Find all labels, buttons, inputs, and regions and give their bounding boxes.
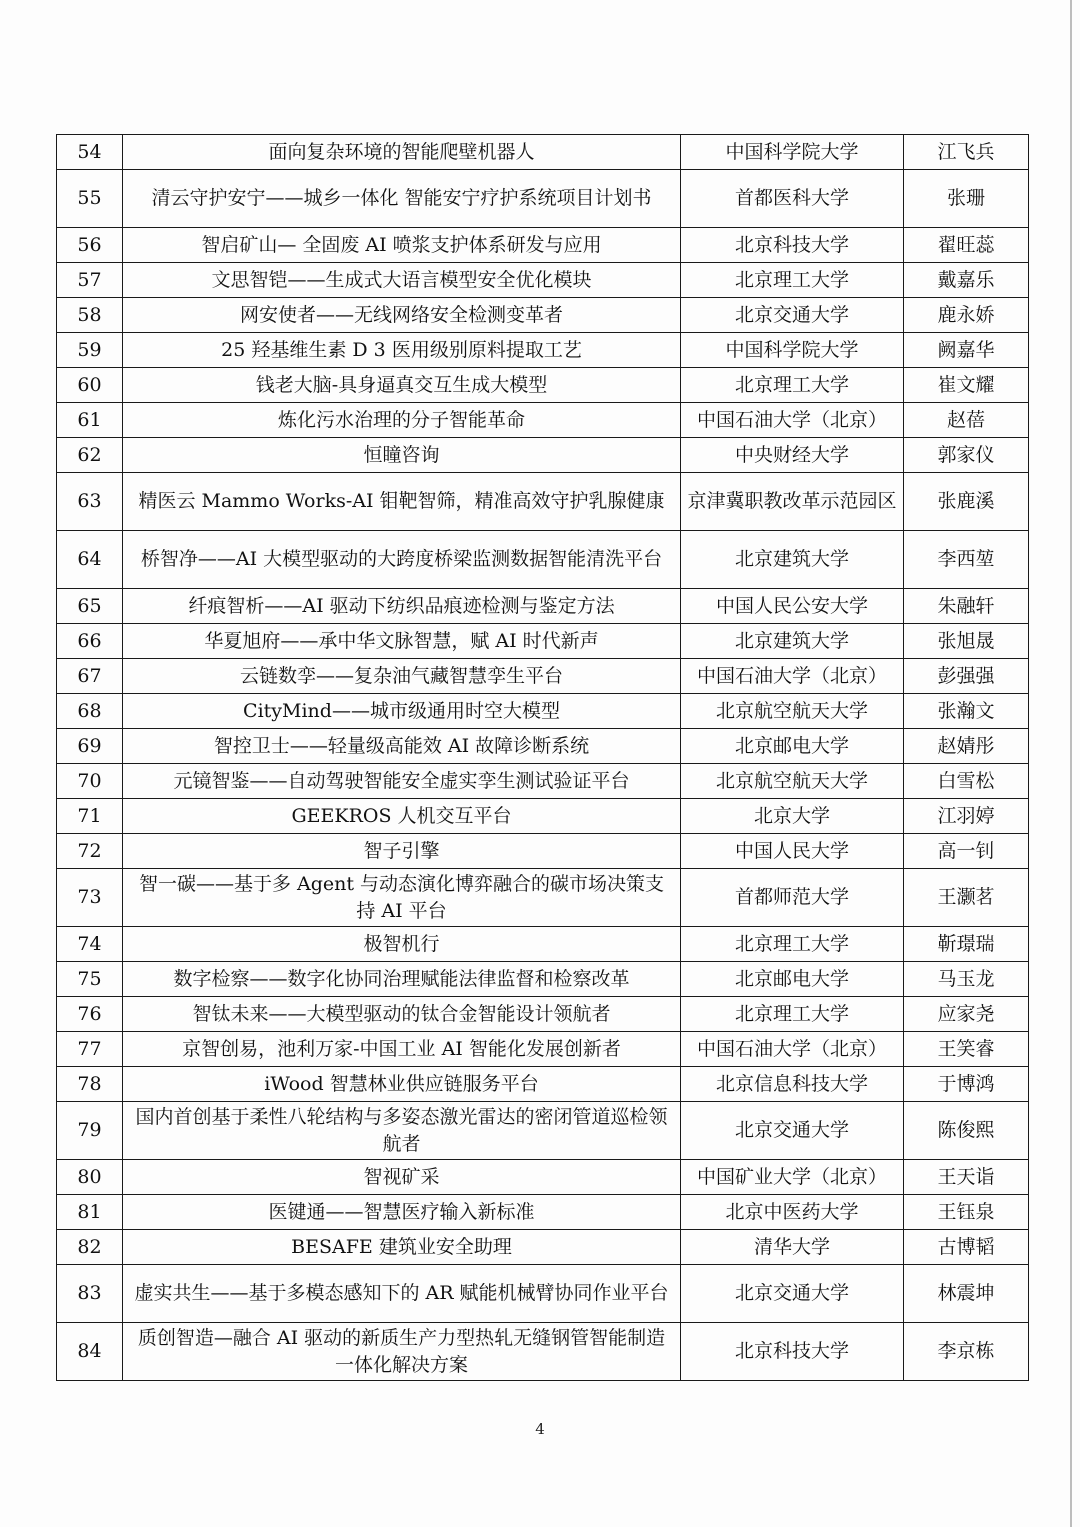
leader-name: 彭强强: [904, 659, 1029, 694]
leader-name: 应家尧: [904, 997, 1029, 1032]
leader-name: 陈俊熙: [904, 1102, 1029, 1160]
project-name: 国内首创基于柔性八轮结构与多姿态激光雷达的密闭管道巡检领航者: [123, 1102, 681, 1160]
leader-name: 朱融轩: [904, 589, 1029, 624]
row-number: 70: [57, 764, 123, 799]
school-name: 中国人民公安大学: [681, 589, 904, 624]
project-name: 25 羟基维生素 D 3 医用级别原料提取工艺: [123, 333, 681, 368]
leader-name: 于博鸿: [904, 1067, 1029, 1102]
award-list-table: [56, 134, 1029, 1381]
table-row: [57, 228, 1029, 263]
school-name: 北京理工大学: [681, 263, 904, 298]
row-number: 72: [57, 834, 123, 869]
leader-name: 张鹿溪: [904, 473, 1029, 531]
project-name: 清云守护安宁——城乡一体化 智能安宁疗护系统项目计划书: [123, 170, 681, 228]
table-row: [57, 1323, 1029, 1381]
row-number: 66: [57, 624, 123, 659]
table-row: [57, 1265, 1029, 1323]
table-row: [57, 333, 1029, 368]
table-row: [57, 1160, 1029, 1195]
row-number: 65: [57, 589, 123, 624]
row-number: 63: [57, 473, 123, 531]
row-number: 59: [57, 333, 123, 368]
table-row: [57, 962, 1029, 997]
school-name: 北京理工大学: [681, 368, 904, 403]
scan-edge-line: [1070, 0, 1072, 1527]
row-number: 68: [57, 694, 123, 729]
table-row: [57, 624, 1029, 659]
project-name: 智一碳——基于多 Agent 与动态演化博弈融合的碳市场决策支持 AI 平台: [123, 869, 681, 927]
table-row: [57, 694, 1029, 729]
school-name: 清华大学: [681, 1230, 904, 1265]
row-number: 55: [57, 170, 123, 228]
project-name: iWood 智慧林业供应链服务平台: [123, 1067, 681, 1102]
table-row: [57, 869, 1029, 927]
row-number: 81: [57, 1195, 123, 1230]
project-name: 虚实共生——基于多模态感知下的 AR 赋能机械臂协同作业平台: [123, 1265, 681, 1323]
leader-name: 王笑睿: [904, 1032, 1029, 1067]
row-number: 69: [57, 729, 123, 764]
project-name: 极智机行: [123, 927, 681, 962]
leader-name: 翟旺蕊: [904, 228, 1029, 263]
school-name: 首都师范大学: [681, 869, 904, 927]
leader-name: 古博韬: [904, 1230, 1029, 1265]
table-row: [57, 403, 1029, 438]
project-name: 炼化污水治理的分子智能革命: [123, 403, 681, 438]
row-number: 83: [57, 1265, 123, 1323]
school-name: 北京理工大学: [681, 997, 904, 1032]
leader-name: 赵蓓: [904, 403, 1029, 438]
project-name: 文思智铠——生成式大语言模型安全优化模块: [123, 263, 681, 298]
table-row: [57, 1195, 1029, 1230]
school-name: 北京科技大学: [681, 1323, 904, 1381]
school-name: 首都医科大学: [681, 170, 904, 228]
leader-name: 江羽婷: [904, 799, 1029, 834]
project-name: GEEKROS 人机交互平台: [123, 799, 681, 834]
school-name: 北京航空航天大学: [681, 694, 904, 729]
leader-name: 李京栋: [904, 1323, 1029, 1381]
project-name: 数字检察——数字化协同治理赋能法律监督和检察改革: [123, 962, 681, 997]
leader-name: 林震坤: [904, 1265, 1029, 1323]
school-name: 北京邮电大学: [681, 729, 904, 764]
row-number: 62: [57, 438, 123, 473]
leader-name: 赵婧彤: [904, 729, 1029, 764]
leader-name: 王灏茗: [904, 869, 1029, 927]
row-number: 71: [57, 799, 123, 834]
row-number: 67: [57, 659, 123, 694]
leader-name: 王钰泉: [904, 1195, 1029, 1230]
school-name: 中国石油大学（北京）: [681, 659, 904, 694]
project-name: BESAFE 建筑业安全助理: [123, 1230, 681, 1265]
table-row: [57, 1230, 1029, 1265]
project-name: CityMind——城市级通用时空大模型: [123, 694, 681, 729]
school-name: 北京信息科技大学: [681, 1067, 904, 1102]
row-number: 77: [57, 1032, 123, 1067]
project-name: 京智创易，池利万家-中国工业 AI 智能化发展创新者: [123, 1032, 681, 1067]
row-number: 73: [57, 869, 123, 927]
row-number: 78: [57, 1067, 123, 1102]
row-number: 74: [57, 927, 123, 962]
school-name: 北京科技大学: [681, 228, 904, 263]
project-name: 网安使者——无线网络安全检测变革者: [123, 298, 681, 333]
school-name: 中国石油大学（北京）: [681, 1032, 904, 1067]
leader-name: 王天诣: [904, 1160, 1029, 1195]
leader-name: 张珊: [904, 170, 1029, 228]
project-name: 纤痕智析——AI 驱动下纺织品痕迹检测与鉴定方法: [123, 589, 681, 624]
project-name: 云链数孪——复杂油气藏智慧孪生平台: [123, 659, 681, 694]
row-number: 79: [57, 1102, 123, 1160]
table-row: [57, 927, 1029, 962]
page-number: 4: [535, 1420, 545, 1438]
row-number: 54: [57, 135, 123, 170]
leader-name: 张瀚文: [904, 694, 1029, 729]
school-name: 中国矿业大学（北京）: [681, 1160, 904, 1195]
table-row: [57, 997, 1029, 1032]
leader-name: 白雪松: [904, 764, 1029, 799]
table-row: [57, 1102, 1029, 1160]
leader-name: 靳璟瑞: [904, 927, 1029, 962]
row-number: 60: [57, 368, 123, 403]
table-row: [57, 764, 1029, 799]
leader-name: 崔文耀: [904, 368, 1029, 403]
table-body: [57, 135, 1029, 1381]
project-name: 智启矿山— 全固废 AI 喷浆支护体系研发与应用: [123, 228, 681, 263]
school-name: 中国科学院大学: [681, 333, 904, 368]
table-row: [57, 473, 1029, 531]
school-name: 中央财经大学: [681, 438, 904, 473]
table-row: [57, 834, 1029, 869]
project-name: 桥智净——AI 大模型驱动的大跨度桥梁监测数据智能清洗平台: [123, 531, 681, 589]
school-name: 北京邮电大学: [681, 962, 904, 997]
school-name: 中国人民大学: [681, 834, 904, 869]
table-row: [57, 368, 1029, 403]
row-number: 76: [57, 997, 123, 1032]
project-name: 智控卫士——轻量级高能效 AI 故障诊断系统: [123, 729, 681, 764]
row-number: 75: [57, 962, 123, 997]
project-name: 面向复杂环境的智能爬壁机器人: [123, 135, 681, 170]
row-number: 82: [57, 1230, 123, 1265]
table-row: [57, 729, 1029, 764]
project-name: 华夏旭府——承中华文脉智慧，赋 AI 时代新声: [123, 624, 681, 659]
project-name: 恒瞳咨询: [123, 438, 681, 473]
project-name: 智子引擎: [123, 834, 681, 869]
table-row: [57, 1067, 1029, 1102]
project-name: 钱老大脑-具身逼真交互生成大模型: [123, 368, 681, 403]
table-row: [57, 298, 1029, 333]
row-number: 61: [57, 403, 123, 438]
leader-name: 江飞兵: [904, 135, 1029, 170]
row-number: 58: [57, 298, 123, 333]
leader-name: 郭家仪: [904, 438, 1029, 473]
table-row: [57, 263, 1029, 298]
row-number: 56: [57, 228, 123, 263]
leader-name: 张旭晟: [904, 624, 1029, 659]
leader-name: 高一钊: [904, 834, 1029, 869]
school-name: 北京建筑大学: [681, 624, 904, 659]
school-name: 北京大学: [681, 799, 904, 834]
leader-name: 鹿永娇: [904, 298, 1029, 333]
table-row: [57, 659, 1029, 694]
school-name: 中国石油大学（北京）: [681, 403, 904, 438]
school-name: 北京中医药大学: [681, 1195, 904, 1230]
school-name: 北京建筑大学: [681, 531, 904, 589]
row-number: 57: [57, 263, 123, 298]
project-name: 元镜智鉴——自动驾驶智能安全虚实孪生测试验证平台: [123, 764, 681, 799]
table-row: [57, 589, 1029, 624]
school-name: 北京航空航天大学: [681, 764, 904, 799]
leader-name: 戴嘉乐: [904, 263, 1029, 298]
table-row: [57, 135, 1029, 170]
table-row: [57, 531, 1029, 589]
project-name: 医键通——智慧医疗输入新标准: [123, 1195, 681, 1230]
table-row: [57, 438, 1029, 473]
school-name: 北京交通大学: [681, 298, 904, 333]
project-name: 质创智造—融合 AI 驱动的新质生产力型热轧无缝钢管智能制造一体化解决方案: [123, 1323, 681, 1381]
project-name: 智钛未来——大模型驱动的钛合金智能设计领航者: [123, 997, 681, 1032]
project-name: 智视矿采: [123, 1160, 681, 1195]
table-row: [57, 1032, 1029, 1067]
school-name: 京津冀职教改革示范园区: [681, 473, 904, 531]
table-row: [57, 170, 1029, 228]
school-name: 北京理工大学: [681, 927, 904, 962]
leader-name: 阙嘉华: [904, 333, 1029, 368]
row-number: 64: [57, 531, 123, 589]
leader-name: 马玉龙: [904, 962, 1029, 997]
school-name: 北京交通大学: [681, 1265, 904, 1323]
school-name: 中国科学院大学: [681, 135, 904, 170]
project-name: 精医云 Mammo Works-AI 钼靶智筛，精准高效守护乳腺健康: [123, 473, 681, 531]
school-name: 北京交通大学: [681, 1102, 904, 1160]
table-row: [57, 799, 1029, 834]
row-number: 80: [57, 1160, 123, 1195]
row-number: 84: [57, 1323, 123, 1381]
leader-name: 李西堃: [904, 531, 1029, 589]
